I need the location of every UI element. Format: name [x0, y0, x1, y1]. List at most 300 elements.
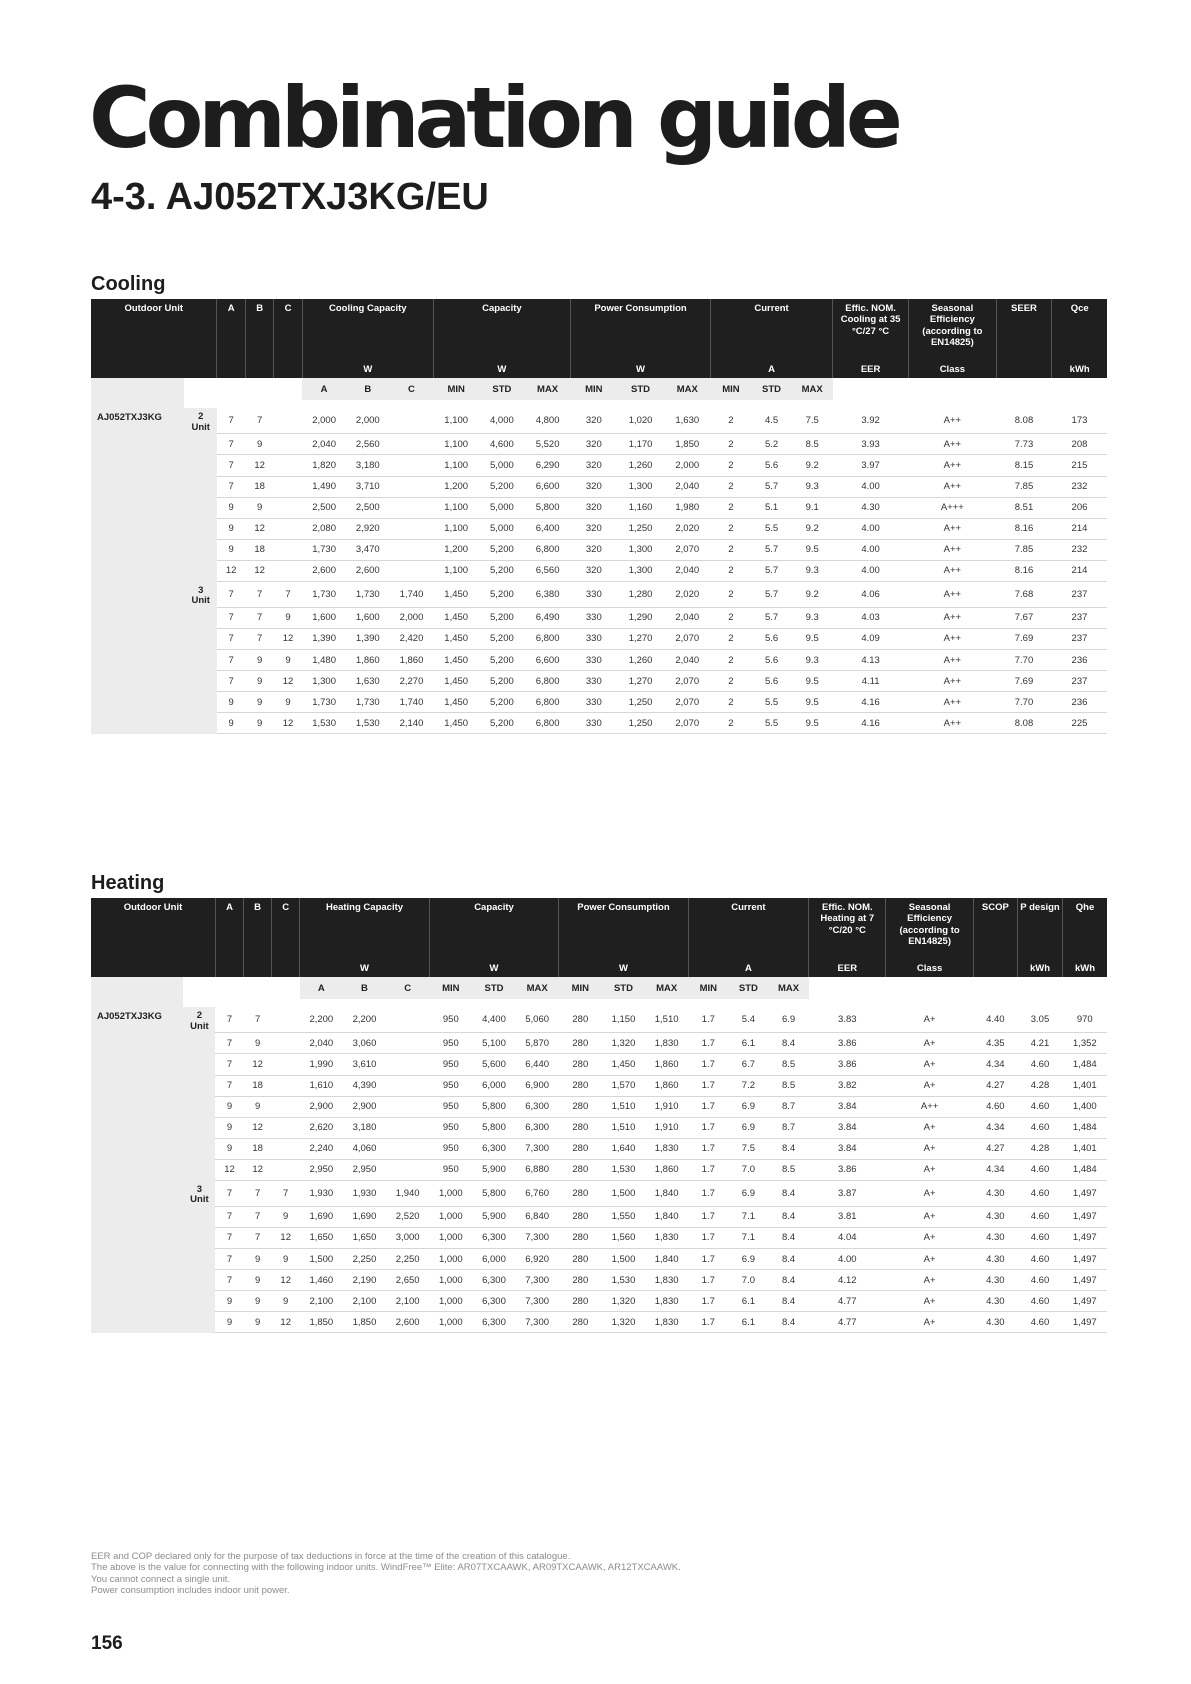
table-cell: 1,320 [602, 1312, 645, 1333]
table-cell: 1,100 [433, 455, 479, 476]
unit-label: EER [809, 960, 886, 977]
table-cell: 8.7 [768, 1096, 808, 1117]
unit-label: W [300, 960, 430, 977]
table-cell: 1.7 [688, 1096, 728, 1117]
table-cell: 9 [274, 650, 302, 671]
table-row [91, 1075, 1107, 1096]
subheader-cell: MIN [433, 378, 479, 400]
table-cell: 9.3 [792, 650, 833, 671]
table-cell: 6,300 [516, 1117, 559, 1138]
table-cell: 6,800 [525, 692, 571, 713]
table-cell: 4.35 [973, 1033, 1017, 1054]
table-cell: 2,070 [664, 692, 711, 713]
table-cell [390, 539, 434, 560]
table-cell: 7,300 [516, 1138, 559, 1159]
header-outdoor-unit: Outdoor Unit [91, 299, 217, 361]
table-cell: 5.7 [751, 539, 792, 560]
table-cell: 1,860 [645, 1159, 688, 1180]
table-cell: 2,070 [664, 539, 711, 560]
table-cell [274, 539, 302, 560]
table-cell [386, 1138, 429, 1159]
table-cell: 7 [244, 1007, 272, 1033]
table-cell: 7 [217, 455, 245, 476]
table-cell: 3.84 [809, 1096, 886, 1117]
table-cell: 4.00 [833, 560, 909, 581]
table-cell: 2,600 [386, 1312, 429, 1333]
header-seasonal-efficiency: Seasonal Efficiency (according to EN14825) [886, 898, 973, 960]
table-cell: 5,000 [479, 497, 525, 518]
table-cell: 5.5 [751, 713, 792, 734]
table-row [91, 1270, 1107, 1291]
table-cell: 4.60 [1017, 1054, 1062, 1075]
table-cell: 330 [570, 650, 617, 671]
table-cell [390, 408, 434, 434]
table-cell: 6,000 [472, 1075, 515, 1096]
table-cell: 5,200 [479, 650, 525, 671]
header-seasonal-efficiency: Seasonal Efficiency (according to EN14825) [909, 299, 996, 361]
table-cell: 4.04 [809, 1227, 886, 1248]
table-cell: 280 [559, 1312, 602, 1333]
table-cell: 9 [215, 1096, 243, 1117]
table-cell: 4.00 [809, 1249, 886, 1270]
table-cell: 4.60 [1017, 1159, 1062, 1180]
subheader-cell: STD [617, 378, 664, 400]
table-cell: 7 [244, 1181, 272, 1207]
table-cell: 9.3 [792, 607, 833, 628]
table-cell: A+ [886, 1007, 973, 1033]
heating-section-title: Heating [91, 872, 165, 894]
table-cell: 4.60 [1017, 1249, 1062, 1270]
table-cell: 6,490 [525, 607, 571, 628]
table-cell: 9 [245, 497, 273, 518]
cooling-units-row [91, 361, 1107, 378]
table-cell: 7 [215, 1249, 243, 1270]
table-cell: 8.4 [768, 1291, 808, 1312]
table-cell: 5,600 [472, 1054, 515, 1075]
table-cell: 6,900 [516, 1075, 559, 1096]
table-cell: A++ [909, 692, 996, 713]
table-cell: 1,630 [346, 671, 390, 692]
unit-count-cell [183, 1075, 215, 1096]
table-cell: 2 [711, 607, 752, 628]
table-cell: 7 [245, 582, 273, 608]
table-cell: 7 [217, 408, 245, 434]
table-cell: 2 [711, 518, 752, 539]
unit-count-cell [183, 1096, 215, 1117]
table-cell: 1,300 [617, 476, 664, 497]
table-cell: 8.5 [768, 1075, 808, 1096]
table-cell: 7 [245, 607, 273, 628]
table-cell: 9 [217, 692, 245, 713]
table-cell: 280 [559, 1138, 602, 1159]
table-cell: 9 [272, 1249, 300, 1270]
unit-count: 3 [196, 1183, 203, 1195]
table-cell: 1,850 [664, 434, 711, 455]
table-cell [272, 1096, 300, 1117]
table-cell: 1,401 [1063, 1075, 1107, 1096]
table-row [91, 713, 1107, 734]
table-cell: 5.5 [751, 518, 792, 539]
table-row [91, 628, 1107, 649]
table-cell: 9 [274, 692, 302, 713]
table-cell: 7.85 [996, 476, 1052, 497]
table-cell: 9.3 [792, 476, 833, 497]
table-cell: 12 [272, 1270, 300, 1291]
table-cell: 1,550 [602, 1206, 645, 1227]
table-cell: 4.60 [1017, 1291, 1062, 1312]
table-cell: 12 [215, 1159, 243, 1180]
table-cell: 173 [1052, 408, 1107, 434]
table-cell: 9.5 [792, 628, 833, 649]
spacer-row [91, 999, 1107, 1007]
subheader-cell: A [300, 977, 343, 999]
table-cell: 1,450 [433, 582, 479, 608]
table-cell: A+ [886, 1159, 973, 1180]
unit-word: Unit [190, 1194, 209, 1206]
table-cell: 4.00 [833, 476, 909, 497]
unit-label: kWh [1063, 960, 1107, 977]
table-cell: 8.08 [996, 408, 1052, 434]
table-cell: 8.4 [768, 1249, 808, 1270]
table-cell: 1,401 [1063, 1138, 1107, 1159]
table-cell: 9.2 [792, 518, 833, 539]
table-cell [386, 1033, 429, 1054]
table-cell: 9 [217, 539, 245, 560]
table-cell: 1,860 [645, 1075, 688, 1096]
table-cell: 4.60 [1017, 1312, 1062, 1333]
table-cell: 2,020 [664, 518, 711, 539]
table-cell: 5,870 [516, 1033, 559, 1054]
table-cell: 1,650 [343, 1227, 386, 1248]
table-cell: 5.7 [751, 560, 792, 581]
table-cell: 3.97 [833, 455, 909, 476]
table-cell: 12 [274, 671, 302, 692]
table-cell: 12 [274, 628, 302, 649]
table-cell: 1,690 [343, 1206, 386, 1227]
table-cell: 1.7 [688, 1117, 728, 1138]
table-cell [274, 497, 302, 518]
table-cell: 330 [570, 671, 617, 692]
table-cell: 6,380 [525, 582, 571, 608]
table-cell [272, 1075, 300, 1096]
unit-word: Unit [191, 421, 210, 433]
table-cell: 12 [244, 1054, 272, 1075]
table-cell: 7.0 [728, 1270, 768, 1291]
table-cell: 3.86 [809, 1054, 886, 1075]
table-cell: 1,600 [346, 607, 390, 628]
table-cell: 1,000 [429, 1206, 472, 1227]
table-cell: 232 [1052, 539, 1107, 560]
table-cell: 280 [559, 1033, 602, 1054]
table-cell: 3,000 [386, 1227, 429, 1248]
header-power-consumption: Power Consumption [570, 299, 710, 361]
table-cell: 12 [272, 1227, 300, 1248]
table-cell: 9 [272, 1206, 300, 1227]
table-cell: 1,530 [602, 1270, 645, 1291]
table-cell: 1,450 [433, 671, 479, 692]
table-cell: 1,910 [645, 1096, 688, 1117]
table-cell: 1,860 [346, 650, 390, 671]
table-cell: 1,460 [300, 1270, 343, 1291]
table-cell: 1,650 [300, 1227, 343, 1248]
table-cell: 5,200 [479, 713, 525, 734]
table-cell: 2,250 [343, 1249, 386, 1270]
table-cell: 4.60 [973, 1096, 1017, 1117]
unit-count-cell [183, 1227, 215, 1248]
unit-count-cell [184, 476, 217, 497]
table-row [91, 1181, 1107, 1207]
table-cell: 8.4 [768, 1181, 808, 1207]
table-cell: 2,190 [343, 1270, 386, 1291]
table-cell: 950 [429, 1007, 472, 1033]
table-cell: 1,730 [302, 692, 346, 713]
table-cell: 1.7 [688, 1007, 728, 1033]
table-cell: 6,300 [516, 1096, 559, 1117]
table-row [91, 607, 1107, 628]
unit-label: W [559, 960, 688, 977]
table-cell: 7 [244, 1206, 272, 1227]
table-cell: 1,150 [602, 1007, 645, 1033]
table-cell: 9 [245, 434, 273, 455]
table-cell: 9 [244, 1033, 272, 1054]
table-cell: 1,930 [343, 1181, 386, 1207]
subheader-cell: MIN [570, 378, 617, 400]
table-row [91, 434, 1107, 455]
table-cell: 8.5 [792, 434, 833, 455]
table-cell: 9 [245, 713, 273, 734]
table-cell: A+++ [909, 497, 996, 518]
table-cell: 1.7 [688, 1033, 728, 1054]
table-cell: 1,510 [645, 1007, 688, 1033]
table-cell: 6,300 [472, 1227, 515, 1248]
table-cell: 2,250 [386, 1249, 429, 1270]
table-cell: 7.85 [996, 539, 1052, 560]
table-cell: 4.12 [809, 1270, 886, 1291]
table-cell: A++ [909, 607, 996, 628]
unit-count-cell [183, 1007, 215, 1033]
table-cell: 4.30 [833, 497, 909, 518]
unit-count-cell [184, 628, 217, 649]
table-cell: 5,200 [479, 560, 525, 581]
heating-table-body [91, 999, 1107, 1333]
table-cell [274, 476, 302, 497]
table-cell: 9 [217, 497, 245, 518]
table-cell: 5.7 [751, 582, 792, 608]
table-cell: 5,100 [472, 1033, 515, 1054]
table-cell: 1,250 [617, 713, 664, 734]
cooling-subheader-row [91, 378, 1107, 400]
table-cell: 950 [429, 1096, 472, 1117]
table-cell: 2,420 [390, 628, 434, 649]
table-cell: 1,730 [302, 582, 346, 608]
cooling-table [91, 299, 1107, 734]
table-cell: A+ [886, 1312, 973, 1333]
table-cell: A++ [909, 539, 996, 560]
table-cell: 2,080 [302, 518, 346, 539]
table-cell: 2,950 [343, 1159, 386, 1180]
spacer-cell [183, 999, 1107, 1007]
table-cell: 5,800 [472, 1096, 515, 1117]
table-cell: 1,940 [386, 1181, 429, 1207]
table-cell: 18 [244, 1075, 272, 1096]
footnote: You cannot connect a single unit. [91, 1573, 231, 1585]
table-cell [386, 1054, 429, 1075]
table-row [91, 560, 1107, 581]
table-cell [274, 408, 302, 434]
table-cell: 1,100 [433, 518, 479, 539]
table-cell: 1,300 [302, 671, 346, 692]
table-cell: 4,000 [479, 408, 525, 434]
table-cell: 1,320 [602, 1291, 645, 1312]
table-cell: 1,250 [617, 692, 664, 713]
table-row [91, 1117, 1107, 1138]
table-cell: 7 [215, 1206, 243, 1227]
table-row [91, 518, 1107, 539]
table-cell: 280 [559, 1249, 602, 1270]
table-cell: 3.93 [833, 434, 909, 455]
table-cell: 7.70 [996, 650, 1052, 671]
table-cell: 5,200 [479, 671, 525, 692]
table-cell: 1,840 [645, 1249, 688, 1270]
table-cell: 4.21 [1017, 1033, 1062, 1054]
table-cell: 1,020 [617, 408, 664, 434]
table-cell: 2,040 [664, 607, 711, 628]
table-cell: 9 [215, 1312, 243, 1333]
subheader-cell: C [386, 977, 429, 999]
table-cell: 950 [429, 1117, 472, 1138]
cooling-section-title: Cooling [91, 273, 166, 295]
header-effic-nom: Effic. NOM. Heating at 7 °C/20 °C [809, 898, 886, 960]
table-cell: 6.1 [728, 1291, 768, 1312]
subheader-cell: STD [479, 378, 525, 400]
table-cell: 7.1 [728, 1227, 768, 1248]
unit-count-cell [184, 713, 217, 734]
table-cell: 2 [711, 434, 752, 455]
table-cell: 5.6 [751, 455, 792, 476]
table-cell: 1,100 [433, 434, 479, 455]
table-cell: 1,830 [645, 1270, 688, 1291]
table-cell: 1,160 [617, 497, 664, 518]
table-row [91, 1312, 1107, 1333]
unit-label: W [302, 361, 433, 378]
unit-count-cell [184, 518, 217, 539]
table-cell: 2 [711, 476, 752, 497]
table-cell: 7,300 [516, 1227, 559, 1248]
subheader-cell: STD [472, 977, 515, 999]
spacer-row [91, 400, 1107, 408]
subheader-cell: MIN [688, 977, 728, 999]
table-row [91, 582, 1107, 608]
subheader-cell: MAX [516, 977, 559, 999]
subheader-cell: B [343, 977, 386, 999]
unit-count-cell [184, 560, 217, 581]
table-row [91, 692, 1107, 713]
table-cell: A++ [909, 560, 996, 581]
table-cell: 1.7 [688, 1138, 728, 1159]
table-cell: 4.30 [973, 1249, 1017, 1270]
table-cell: 6,600 [525, 650, 571, 671]
table-cell: 6,800 [525, 539, 571, 560]
table-cell: 1,000 [429, 1270, 472, 1291]
table-row [91, 1227, 1107, 1248]
table-cell: 3,610 [343, 1054, 386, 1075]
table-cell: A++ [886, 1096, 973, 1117]
table-cell: 1,000 [429, 1249, 472, 1270]
table-cell: 9 [245, 650, 273, 671]
subheader-cell: C [390, 378, 434, 400]
table-cell: 320 [570, 476, 617, 497]
unit-label: W [570, 361, 710, 378]
table-cell: 9 [217, 713, 245, 734]
unit-count-cell [183, 1270, 215, 1291]
table-cell: 5,200 [479, 607, 525, 628]
unit-count: 2 [196, 1010, 203, 1021]
unit-label: A [711, 361, 833, 378]
table-cell: 8.5 [768, 1054, 808, 1075]
unit-count-cell [183, 1159, 215, 1180]
table-cell: 2,600 [346, 560, 390, 581]
unit-count-cell [183, 1312, 215, 1333]
table-cell: 5.1 [751, 497, 792, 518]
unit-label: kWh [1017, 960, 1062, 977]
header-current: Current [688, 898, 808, 960]
table-cell: 5.6 [751, 650, 792, 671]
table-cell: 4.30 [973, 1206, 1017, 1227]
unit-count-cell [183, 1054, 215, 1075]
table-cell: 1,100 [433, 408, 479, 434]
table-cell: 9.2 [792, 455, 833, 476]
table-cell: 6.9 [728, 1117, 768, 1138]
table-cell: 5,200 [479, 476, 525, 497]
table-cell: 1,260 [617, 650, 664, 671]
subheader-cell: A [302, 378, 346, 400]
table-cell: 2 [711, 650, 752, 671]
unit-count-cell [184, 434, 217, 455]
header-capacity: Capacity [429, 898, 558, 960]
table-cell: 1,300 [617, 560, 664, 581]
table-cell: 1,990 [300, 1054, 343, 1075]
table-cell: 4.00 [833, 518, 909, 539]
table-cell: 1,000 [429, 1291, 472, 1312]
table-cell: 1,730 [346, 582, 390, 608]
unit-count: 3 [198, 584, 204, 596]
table-row [91, 1033, 1107, 1054]
table-cell: 8.4 [768, 1270, 808, 1291]
table-cell: 1,320 [602, 1033, 645, 1054]
table-cell: 330 [570, 692, 617, 713]
table-cell: 1,280 [617, 582, 664, 608]
header-cooling-capacity: Cooling Capacity [302, 299, 433, 361]
table-cell: 1,640 [602, 1138, 645, 1159]
table-cell: 4.30 [973, 1181, 1017, 1207]
table-cell: 2,270 [390, 671, 434, 692]
spacer-cell [91, 400, 184, 408]
table-cell: 7.0 [728, 1159, 768, 1180]
table-cell: 7,300 [516, 1270, 559, 1291]
table-cell: 8.15 [996, 455, 1052, 476]
table-cell: 5.2 [751, 434, 792, 455]
table-cell: 7,300 [516, 1312, 559, 1333]
footnote: Power consumption includes indoor unit power. [91, 1585, 290, 1597]
table-cell: 7 [215, 1181, 243, 1207]
subheader-cell: MAX [792, 378, 833, 400]
table-cell: 6.1 [728, 1033, 768, 1054]
table-cell: 2,520 [386, 1206, 429, 1227]
table-cell: 9 [244, 1249, 272, 1270]
table-cell: 1.7 [688, 1291, 728, 1312]
table-cell: 1,352 [1063, 1033, 1107, 1054]
table-cell: 3.86 [809, 1033, 886, 1054]
